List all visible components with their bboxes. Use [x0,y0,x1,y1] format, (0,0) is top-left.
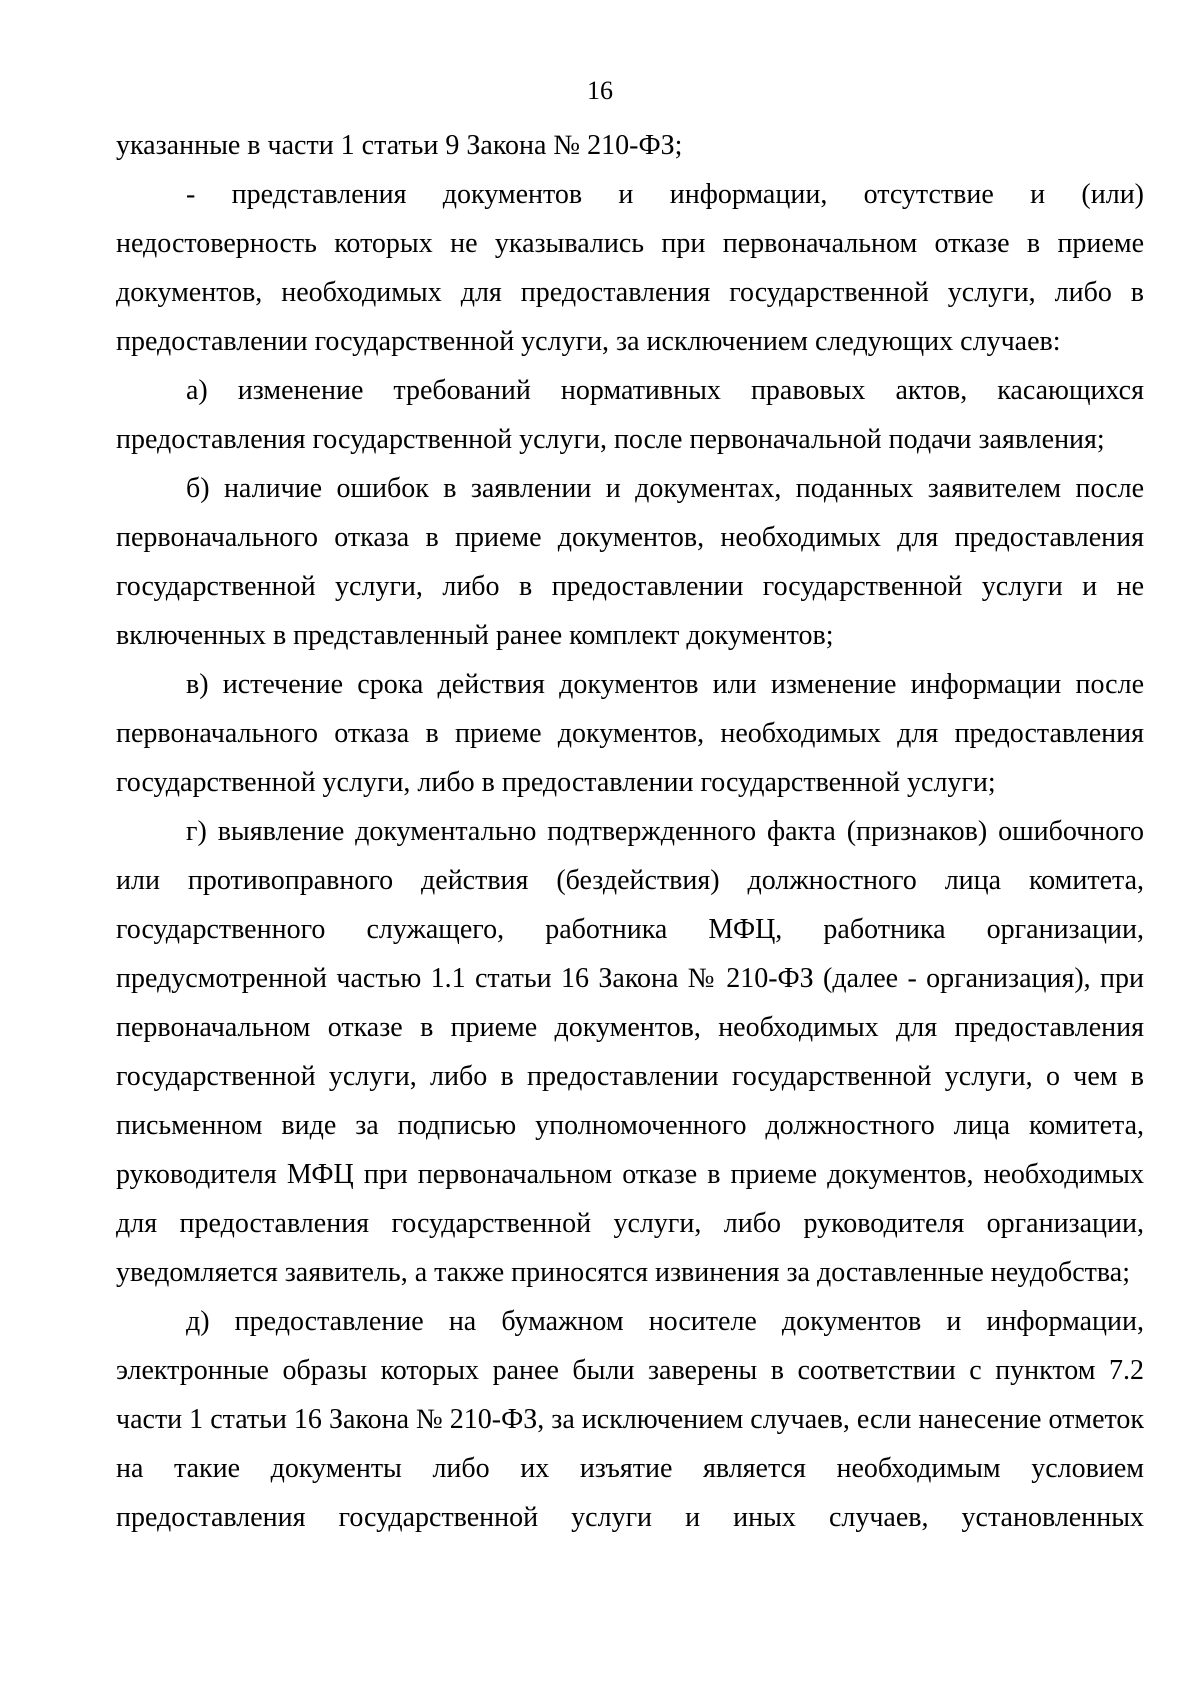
paragraph-item-d: д) предоставление на бумажном носителе документов и информации, электронные образы которых ранее были заверены в соответствии с пунктом 7.2 части 1 статьи 16 Закона № 210-ФЗ, за исключением случаев, если нанесение отметок на такие документы либо их изъятие является необходимым условием предоставления государственной услуги и иных случаев, установленных [116,1306,1144,1533]
paragraph-item-a: а) изменение требований нормативных правовых актов, касающихся предоставления государственной услуги, после первоначальной подачи заявления; [116,375,1144,455]
document-body [116,121,1144,1542]
paragraph-item-b: б) наличие ошибок в заявлении и документах, поданных заявителем после первоначального отказа в приеме документов, необходимых для предоставления государственной услуги, либо в предоставлении государственной услуги и не включенных в представленный ранее комплект документов; [116,473,1144,651]
paragraph-continuation: указанные в части 1 статьи 9 Закона № 210-ФЗ; [116,130,683,161]
page-number: 16 [587,76,613,105]
paragraph-dash-item: - представления документов и информации, отсутствие и (или) недостоверность которых не указывались при первоначальном отказе в приеме документов, необходимых для предоставления государственной услуги, либо в предоставлении государственной услуги, за исключением следующих случаев: [116,179,1144,357]
paragraph-item-g: г) выявление документально подтвержденного факта (признаков) ошибочного или противоправного действия (бездействия) должностного лица комитета, государственного служащего, работника МФЦ, работника организации, предусмотренной частью 1.1 статьи 16 Закона № 210-ФЗ (далее - организация), при первоначальном отказе в приеме документов, необходимых для предоставления государственной услуги, либо в предоставлении государственной услуги, о чем в письменном виде за подписью уполномоченного должностного лица комитета, руководителя МФЦ при первоначальном отказе в приеме документов, необходимых для предоставления государственной услуги, либо руководителя организации, уведомляется заявитель, а также приносятся извинения за доставленные неудобства; [116,816,1144,1288]
paragraph-item-v: в) истечение срока действия документов или изменение информации после первоначального отказа в приеме документов, необходимых для предоставления государственной услуги, либо в предоставлении государственной услуги; [116,669,1144,798]
